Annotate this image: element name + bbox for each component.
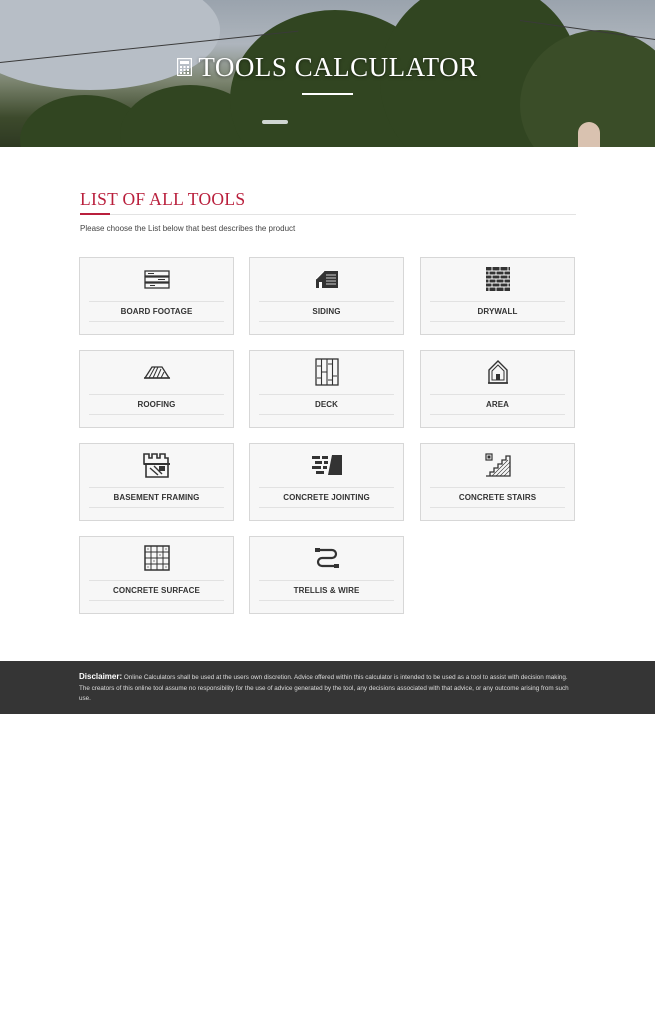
trellis-wire-icon — [250, 545, 403, 571]
concrete-jointing-icon — [250, 452, 403, 478]
section-subtitle: Please choose the List below that best describes the product — [80, 224, 296, 233]
board-footage-icon — [80, 266, 233, 292]
card-divider — [259, 600, 394, 601]
card-divider — [259, 580, 394, 581]
card-divider — [430, 321, 565, 322]
roofing-icon — [80, 359, 233, 385]
disclaimer-text-block — [79, 672, 579, 705]
card-divider — [430, 487, 565, 488]
card-divider — [259, 507, 394, 508]
siding-house-icon — [250, 266, 403, 292]
area-house-icon — [421, 359, 574, 385]
drywall-brick-icon — [421, 266, 574, 292]
tool-card-concrete-stairs[interactable] — [420, 443, 575, 521]
tool-label: SIDING — [312, 307, 341, 316]
card-divider — [430, 301, 565, 302]
tool-card-trellis-wire[interactable] — [249, 536, 404, 614]
tool-label: AREA — [485, 400, 510, 409]
concrete-stairs-icon — [421, 452, 574, 478]
tool-card-roofing[interactable] — [79, 350, 234, 428]
card-divider — [259, 394, 394, 395]
tool-label: TRELLIS & WIRE — [293, 586, 360, 595]
hero-banner — [0, 0, 655, 147]
tool-label: CONCRETE JOINTING — [283, 493, 370, 502]
section-title: LIST OF ALL TOOLS — [80, 189, 246, 209]
tool-label: CONCRETE STAIRS — [458, 493, 537, 502]
card-divider — [89, 507, 224, 508]
card-divider — [430, 507, 565, 508]
tool-card-basement-framing[interactable] — [79, 443, 234, 521]
footer-disclaimer — [0, 661, 655, 714]
hero-lamp — [262, 120, 288, 124]
card-divider — [89, 600, 224, 601]
tool-label: DRYWALL — [477, 307, 518, 316]
disclaimer-text: Online Calculators shall be used at the users own discretion. Advice offered within this calculator is intended to be used as a tool to assist with decision making. The creators of this online tool assume no responsibility for the use of advice generated by the tool, any decisions associated with that advice, or any outcome arising from such use. — [79, 674, 569, 702]
tool-label: CONCRETE SURFACE — [113, 586, 200, 595]
card-divider — [259, 414, 394, 415]
page-title — [0, 52, 655, 85]
tool-card-deck[interactable] — [249, 350, 404, 428]
deck-icon — [250, 359, 403, 385]
disclaimer-label: Disclaimer: — [79, 672, 123, 681]
hero-person — [578, 122, 600, 147]
card-divider — [259, 301, 394, 302]
tool-card-drywall[interactable] — [420, 257, 575, 335]
section-divider — [80, 214, 576, 215]
card-divider — [430, 394, 565, 395]
tool-label: BOARD FOOTAGE — [120, 307, 193, 316]
basement-framing-icon — [80, 452, 233, 478]
tool-card-concrete-jointing[interactable] — [249, 443, 404, 521]
tool-label: DECK — [314, 400, 339, 409]
section-divider-accent — [80, 213, 110, 215]
tool-label: ROOFING — [137, 400, 176, 409]
card-divider — [89, 414, 224, 415]
calculator-icon — [177, 52, 192, 83]
tool-card-area[interactable] — [420, 350, 575, 428]
card-divider — [430, 414, 565, 415]
tool-card-concrete-surface[interactable] — [79, 536, 234, 614]
title-underline — [302, 93, 353, 95]
card-divider — [89, 580, 224, 581]
tool-card-siding[interactable] — [249, 257, 404, 335]
card-divider — [259, 321, 394, 322]
tool-label: BASEMENT FRAMING — [113, 493, 200, 502]
card-divider — [89, 394, 224, 395]
card-divider — [89, 301, 224, 302]
page-title-text: TOOLS CALCULATOR — [198, 52, 478, 82]
tool-card-board-footage[interactable] — [79, 257, 234, 335]
card-divider — [89, 321, 224, 322]
card-divider — [89, 487, 224, 488]
concrete-surface-icon — [80, 545, 233, 571]
card-divider — [259, 487, 394, 488]
